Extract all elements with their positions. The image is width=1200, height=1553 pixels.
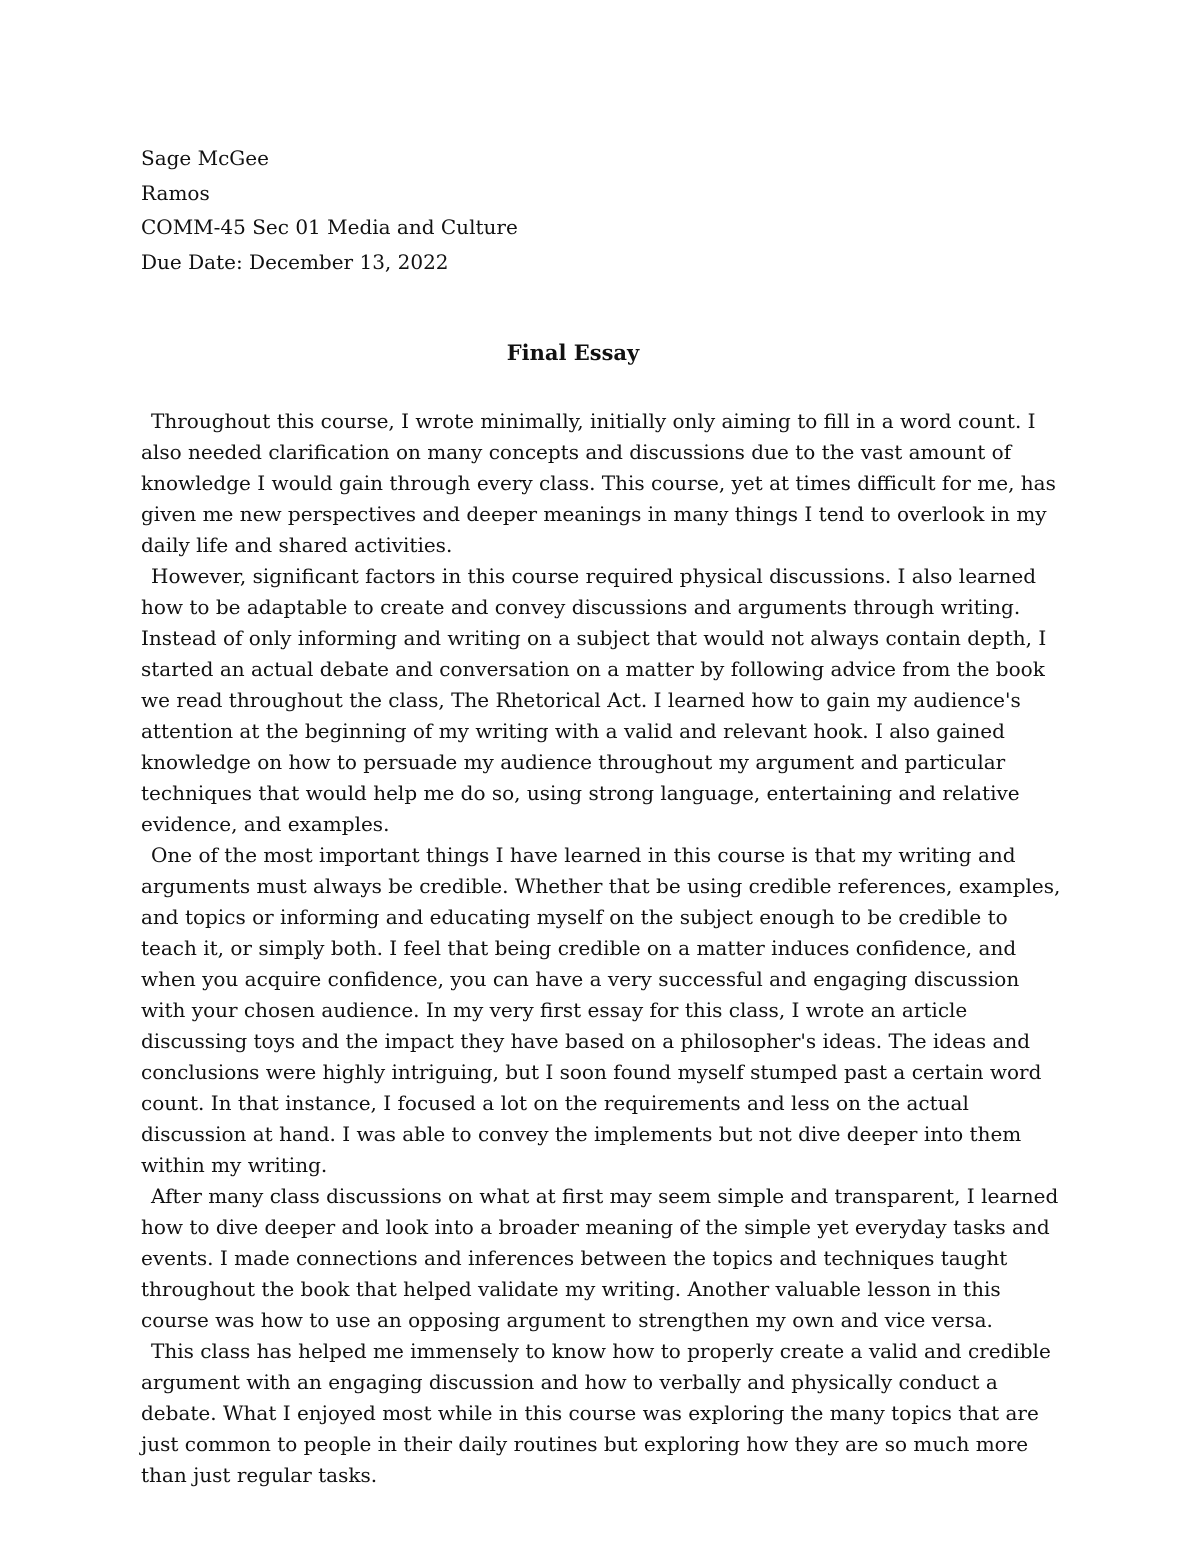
essay-body	[141, 406, 1066, 1491]
paragraph-5: This class has helped me immensely to know how to properly create a valid and credible argument with an engaging discussion and how to verbally and physically conduct a debate. What I enjoyed most while in this course was exploring the many topics that are just common to people in their daily routines but exploring how they are so much more than just regular tasks.	[141, 1339, 1051, 1487]
essay-title: Final Essay	[506, 340, 640, 365]
instructor-name: Ramos	[141, 180, 210, 205]
paragraph-2: However, significant factors in this course required physical discussions. I also learned how to be adaptable to create and convey discussions and arguments through writing. Instead of only informing and writing on a subject that would not always contain depth, I started an actual debate and conversation on a matter by following advice from the book we read throughout the class, The Rhetorical Act. I learned how to gain my audience's attention at the beginning of my writing with a valid and relevant hook. I also gained knowledge on how to persuade my audience throughout my argument and particular techniques that would help me do so, using strong language, entertaining and relative evidence, and examples.	[141, 564, 1047, 836]
paragraph-3: One of the most important things I have learned in this course is that my writing and arguments must always be credible. Whether that be using credible references, examples, and topics or informing and educating myself on the subject enough to be credible to teach it, or simply both. I feel that being credible on a matter induces confidence, and when you acquire confidence, you can have a very successful and engaging discussion with your chosen audience. In my very first essay for this class, I wrote an article discussing toys and the impact they have based on a philosopher's ideas. The ideas and conclusions were highly intriguing, but I soon found myself stumped past a certain word count. In that instance, I focused a lot on the requirements and less on the actual discussion at hand. I was able to convey the implements but not dive deeper into them within my writing.	[141, 843, 1061, 1177]
student-name: Sage McGee	[141, 146, 269, 170]
course-name: COMM-45 Sec 01 Media and Culture	[141, 215, 518, 239]
due-date: Due Date: December 13, 2022	[141, 249, 449, 274]
paragraph-1: Throughout this course, I wrote minimally, initially only aiming to fill in a word count. I also needed clarification on many concepts and discussions due to the vast amount of knowledge I would gain through every class. This course, yet at times difficult for me, has given me new perspectives and deeper meanings in many things I tend to overlook in my daily life and shared activities.	[141, 409, 1056, 557]
paragraph-4: After many class discussions on what at first may seem simple and transparent, I learned how to dive deeper and look into a broader meaning of the simple yet everyday tasks and events. I made connections and inferences between the topics and techniques taught throughout the book that helped validate my writing. Another valuable lesson in this course was how to use an opposing argument to strengthen my own and vice versa.	[141, 1184, 1059, 1332]
essay-header	[141, 141, 1061, 279]
